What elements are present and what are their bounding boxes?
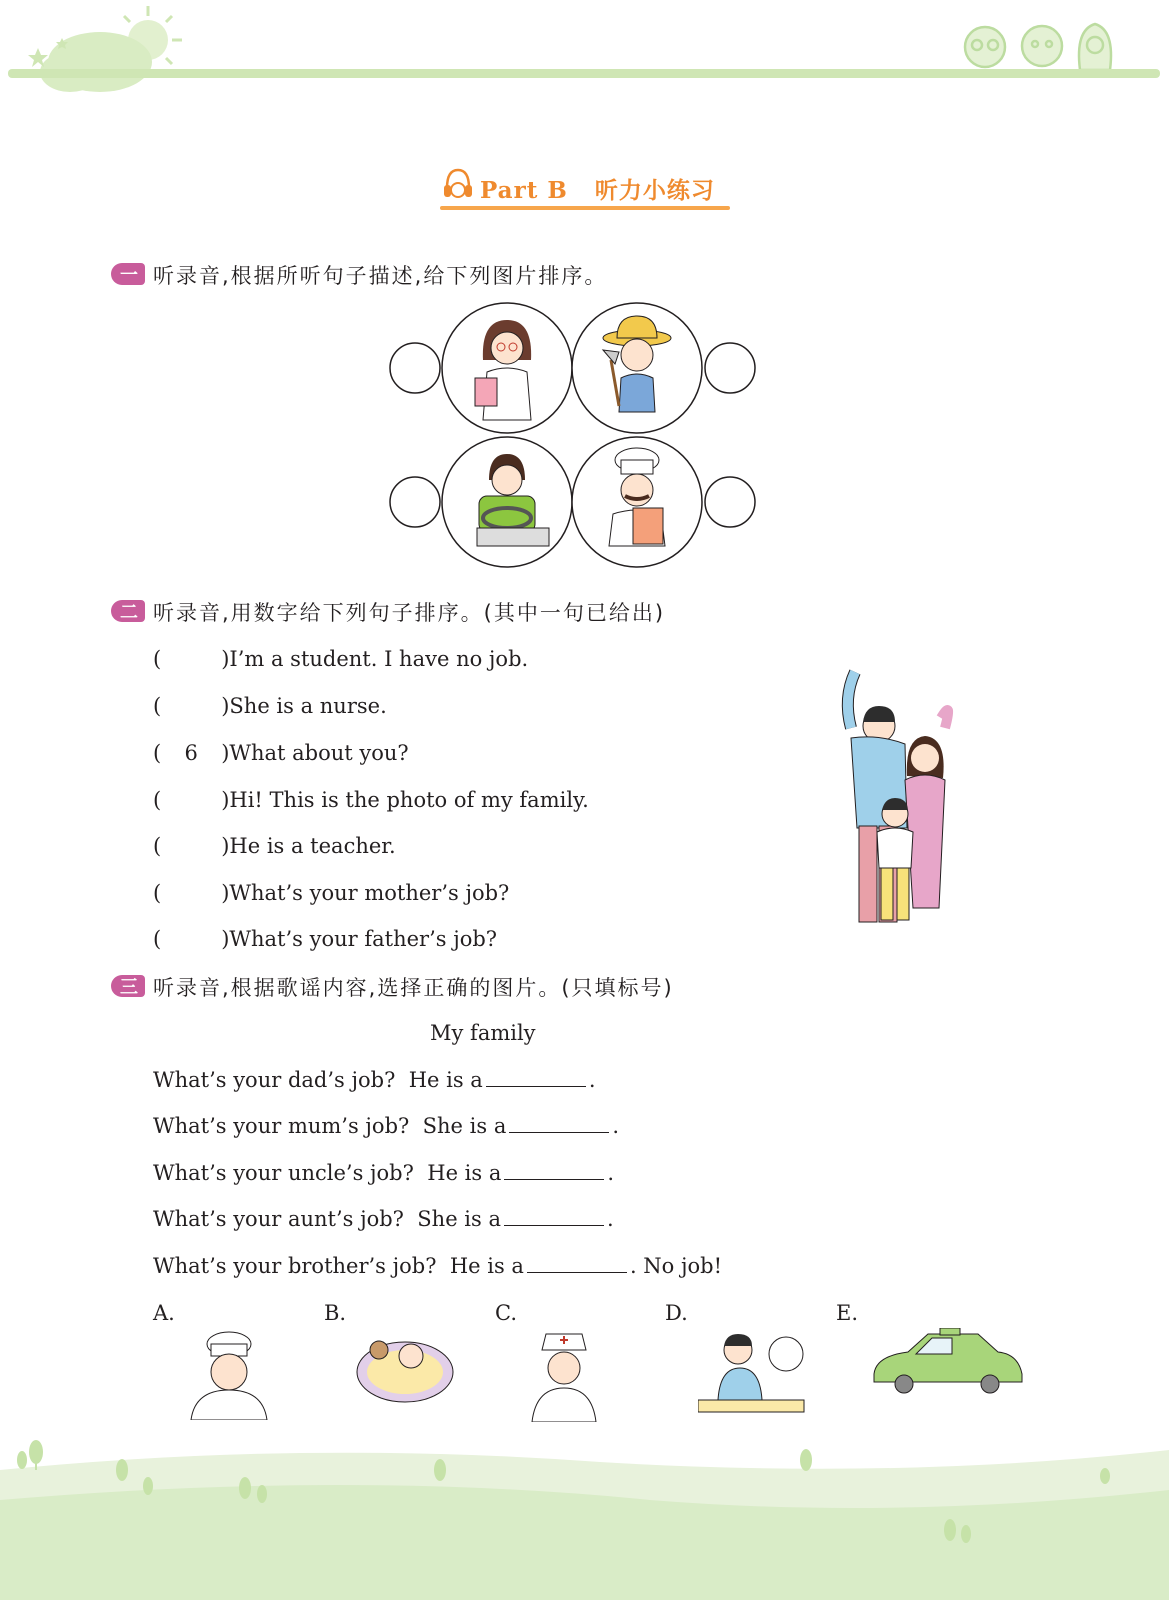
top-border-bar bbox=[8, 69, 1160, 78]
song-line bbox=[153, 1114, 619, 1138]
section-1-number: 一 bbox=[120, 265, 138, 286]
student-icon bbox=[698, 1324, 810, 1418]
sentence-item: ( )Hi! This is the photo of my family. bbox=[153, 788, 589, 812]
bottom-landscape bbox=[0, 1430, 1169, 1600]
sentence-item: ( 6 )What about you? bbox=[153, 741, 409, 765]
section-2-instruction: 听录音,用数字给下列句子排序。(其中一句已给出) bbox=[153, 601, 666, 625]
song-tail: . bbox=[588, 1068, 596, 1092]
taxi-icon bbox=[868, 1328, 1028, 1398]
sentence-text: What about you? bbox=[229, 741, 409, 765]
song-answer: He is a bbox=[408, 1068, 483, 1092]
part-title bbox=[480, 172, 715, 205]
section-3-number: 三 bbox=[120, 977, 138, 998]
sentence-item: ( )What’s your father’s job? bbox=[153, 927, 498, 951]
family-illustration bbox=[835, 668, 970, 948]
sentence-text: I’m a student. I have no job. bbox=[229, 647, 529, 671]
section-2-badge bbox=[111, 600, 145, 622]
part-subtitle: 听力小练习 bbox=[594, 177, 715, 204]
song-tail: . bbox=[607, 1207, 614, 1231]
option-e-label: E. bbox=[836, 1301, 859, 1325]
song-answer: He is a bbox=[449, 1254, 524, 1278]
song-question: What’s your mum’s job? bbox=[153, 1114, 410, 1138]
baby-icon bbox=[355, 1328, 455, 1408]
mother-icon bbox=[905, 710, 948, 908]
sentence-item: ( )What’s your mother’s job? bbox=[153, 881, 510, 905]
song-answer: She is a bbox=[422, 1114, 507, 1138]
chef-icon bbox=[185, 1328, 270, 1420]
sentence-text: Hi! This is the photo of my family. bbox=[229, 788, 589, 812]
title-underline bbox=[440, 206, 730, 210]
song-line bbox=[153, 1161, 614, 1185]
song-answer: She is a bbox=[417, 1207, 501, 1231]
option-b-label: B. bbox=[324, 1301, 347, 1325]
job-pictures-group bbox=[385, 300, 760, 570]
section-1-instruction: 听录音,根据所听句子描述,给下列图片排序。 bbox=[153, 264, 608, 288]
fill-blank[interactable] bbox=[504, 1161, 604, 1180]
song-question: What’s your brother’s job? bbox=[153, 1254, 437, 1278]
song-question: What’s your aunt’s job? bbox=[153, 1207, 404, 1231]
sentence-text: What’s your mother’s job? bbox=[229, 881, 510, 905]
song-line bbox=[153, 1207, 614, 1231]
section-1-badge bbox=[111, 263, 145, 285]
sentence-text: He is a teacher. bbox=[229, 834, 396, 858]
song-tail: . No job! bbox=[629, 1254, 723, 1278]
section-2-number: 二 bbox=[120, 602, 138, 623]
fill-blank[interactable] bbox=[509, 1114, 609, 1133]
top-decoration bbox=[0, 0, 1169, 100]
nurse-icon bbox=[528, 1330, 600, 1422]
fill-blank[interactable] bbox=[504, 1207, 604, 1226]
song-line bbox=[153, 1254, 722, 1278]
part-title-banner bbox=[440, 166, 730, 214]
song-tail: . bbox=[607, 1161, 615, 1185]
option-d-label: D. bbox=[665, 1301, 688, 1325]
animal-faces-icon bbox=[965, 24, 1111, 70]
song-question: What’s your dad’s job? bbox=[153, 1068, 396, 1092]
answer-blank[interactable]: 6 bbox=[184, 741, 198, 765]
sun-cloud-icon bbox=[28, 6, 182, 92]
sentence-text: What’s your father’s job? bbox=[229, 927, 498, 951]
song-tail: . bbox=[612, 1114, 620, 1138]
headphone-icon bbox=[442, 166, 474, 206]
fill-blank[interactable] bbox=[486, 1068, 586, 1087]
option-c-label: C. bbox=[495, 1301, 517, 1325]
song-question: What’s your uncle’s job? bbox=[153, 1161, 414, 1185]
song-answer: He is a bbox=[427, 1161, 502, 1185]
part-label: Part B bbox=[480, 177, 568, 204]
sentence-text: She is a nurse. bbox=[229, 694, 387, 718]
option-a-label: A. bbox=[153, 1301, 175, 1325]
sentence-item: ( )I’m a student. I have no job. bbox=[153, 647, 529, 671]
sentence-item: ( )She is a nurse. bbox=[153, 694, 387, 718]
sentence-item: ( )He is a teacher. bbox=[153, 834, 396, 858]
song-title: My family bbox=[430, 1021, 536, 1045]
section-3-badge bbox=[111, 975, 145, 997]
section-3-instruction: 听录音,根据歌谣内容,选择正确的图片。(只填标号) bbox=[153, 976, 674, 1000]
song-line bbox=[153, 1068, 596, 1092]
fill-blank[interactable] bbox=[527, 1254, 627, 1273]
